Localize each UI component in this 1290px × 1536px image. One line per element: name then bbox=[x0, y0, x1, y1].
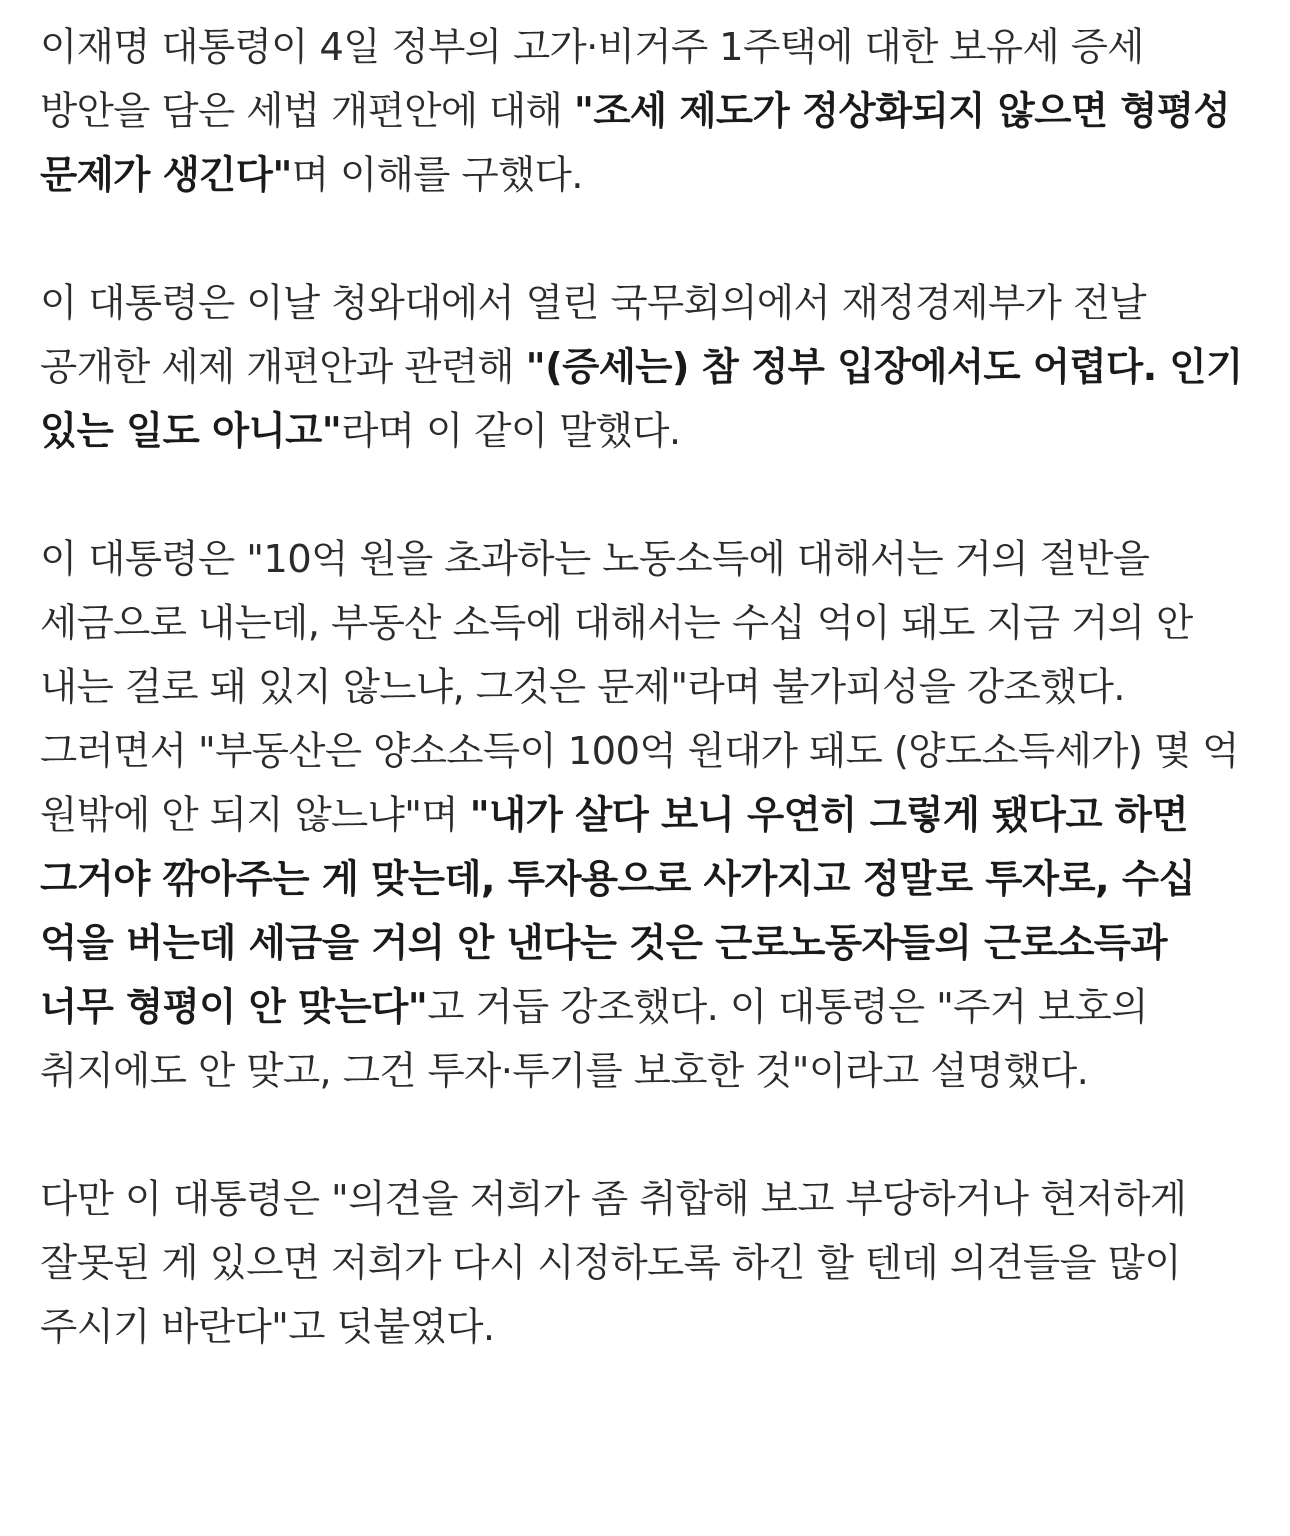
paragraph-2 bbox=[40, 272, 1252, 464]
bold-quote: "(증세는) 참 정부 입장에서도 어렵다. 인기 있는 일도 아니고" bbox=[40, 345, 1243, 454]
paragraph-1 bbox=[40, 16, 1252, 208]
paragraph-text: 고 거듭 강조했다. 이 대통령은 "주거 보호의 취지에도 안 맞고, 그건 투자·투기를 보호한 것"이라고 설명했다. bbox=[40, 985, 1148, 1094]
bold-quote: "내가 살다 보니 우연히 그렇게 됐다고 하면 그거야 깎아주는 게 맞는데, 투자용으로 사가지고 정말로 투자로, 수십 억을 버는데 세금을 거의 안 낸다는 것은 근로노동자들의 근로소득과 너무 형평이 안 맞는다" bbox=[40, 793, 1196, 1030]
paragraph-text: 이 대통령은 "10억 원을 초과하는 노동소득에 대해서는 거의 절반을 세금으로 내는데, 부동산 소득에 대해서는 수십 억이 돼도 지금 거의 안 내는 걸로 돼 있지 않느냐, 그것은 문제"라며 불가피성을 강조했다. 그러면서 "부동산은 양소소득이 100억 원대가 돼도 (양도소득세가) 몇 억 원밖에 안 되지 않느냐"며 bbox=[40, 537, 1239, 838]
paragraph-text: 이 대통령은 이날 청와대에서 열린 국무회의에서 재정경제부가 전날 공개한 세제 개편안과 관련해 bbox=[40, 281, 1147, 390]
bold-quote: "조세 제도가 정상화되지 않으면 형평성 문제가 생긴다" bbox=[40, 89, 1231, 198]
paragraph-text: 며 이해를 구했다. bbox=[291, 153, 583, 198]
paragraph-text: 라며 이 같이 말했다. bbox=[341, 409, 681, 454]
paragraph-4 bbox=[40, 1168, 1252, 1360]
paragraph-text: 다만 이 대통령은 "의견을 저희가 좀 취합해 보고 부당하거나 현저하게 잘못된 게 있으면 저희가 다시 시정하도록 하긴 할 텐데 의견들을 많이 주시기 바란다"고 덧붙였다. bbox=[40, 1177, 1187, 1350]
paragraph-3 bbox=[40, 528, 1252, 1104]
article-body bbox=[40, 16, 1252, 1360]
paragraph-text: 이재명 대통령이 4일 정부의 고가·비거주 1주택에 대한 보유세 증세 방안을 담은 세법 개편안에 대해 bbox=[40, 25, 1144, 134]
